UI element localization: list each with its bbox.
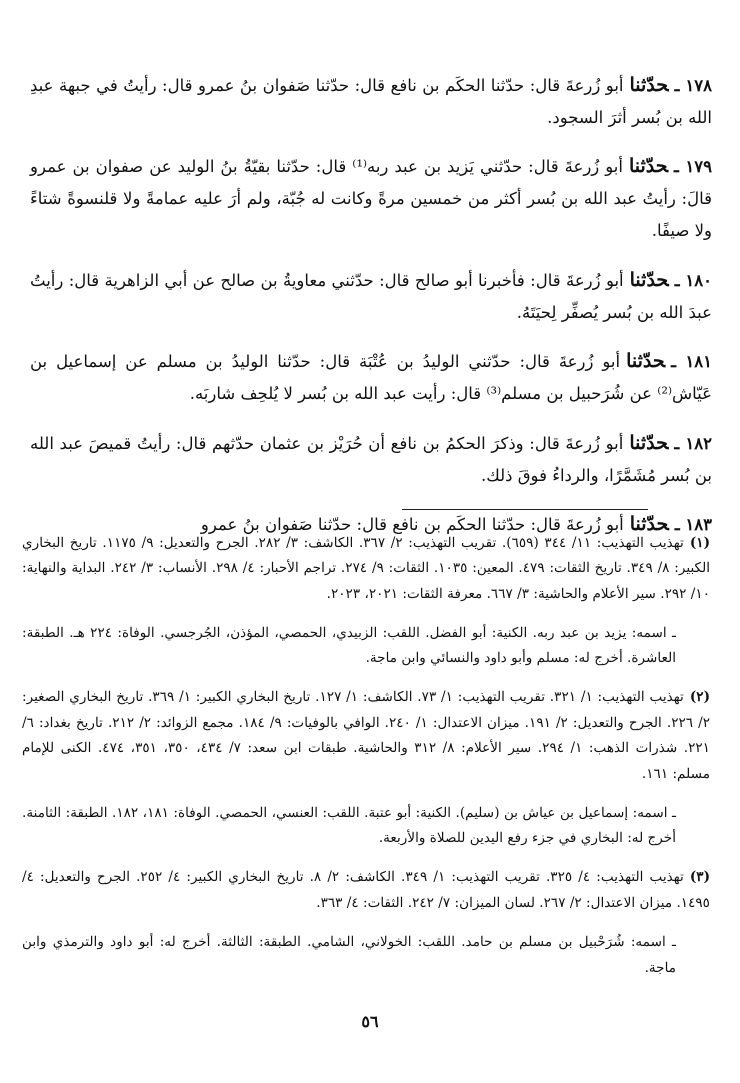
entry-text: أبو زُرعةَ قال: حدّثني الوليدُ بن عُتْبَة قال: حدّثنا الوليدُ بن مسلم عن إسماعيل بن عَيّاش⁽²⁾ عن شُرَحبيل بن مسلم⁽³⁾ قال: رأيت عبد الله بن بُسر لا يُلحِف شاربَه. (30, 352, 712, 403)
footnotes (22, 517, 710, 984)
entry-keyword: حدّثنا (629, 431, 669, 454)
page-number: ٥٦ (361, 1012, 379, 1031)
footnote-text: تهذيب التهذيب: ٤/ ٣٢٥. تقريب التهذيب: ١/ ٣٤٩. الكاشف: ٢/ ٨. تاريخ البخاري الكبير: ٤/ ٢٥٢. الجرح والتعديل: ٤/ ١٤٩٥. ميزان الاعتدال: ٢/ ٢٦٧. لسان الميزان: ٧/ ٢٤٢. الثقات: ٤/ ٣٦٣. (22, 869, 710, 911)
footnote-3 (22, 865, 710, 916)
footnote-text: تهذيب التهذيب: ١١/ ٣٤٤ (٦٥٩). تقريب التهذيب: ٢/ ٣٦٧. الكاشف: ٣/ ٢٨٢. الجرح والتعديل: ٩/ ١١٧٥. تاريخ البخاري الكبير: ٨/ ٣٤٩. تاريخ الثقات: ٤٧٩. المعين: ١٠٣٥. الثقات: ٩/ ٢٧٤. تراجم الأحبار: ٤/ ٢٩٨. الأنساب: ٣/ ٢٤٢. البداية والنهاية: ١٠/ ٢٩٢. سير الأعلام والحاشية: ٣/ ٦٦٧. معرفة الثقات: ٢٠٢١، ٢٠٢٣. (22, 534, 710, 602)
footnote-mark: (١) (689, 534, 711, 551)
hadith-entry-182 (30, 427, 712, 492)
entry-text: أبو زُرعةَ قال: حدّثني يَزيد بن عبد ربه⁽¹⁾ قال: حدّثنا بقيّةُ بنُ الوليد عن صفوان بن عمرو قالَ: رأيتُ عبد الله بن بُسر أكثر من خمسين مرةً وكانت له جُبّة، ولم أرَ عليه عمامةً ولا قلنسوةً شتاءً ولا صيفًا. (30, 157, 712, 240)
entry-keyword: حدّثنا (626, 350, 666, 372)
entry-text: أبو زُرعةَ قال: حدّثنا الحكَم بن نافع قال: حدّثنا صَفوان بنُ عمرو قال: رأيتُ في جبهة عبدِ الله بن بُسر أثرَ السجود. (30, 75, 712, 127)
entry-keyword: حدّثنا (629, 513, 669, 535)
footnote-2 (22, 685, 710, 787)
entry-number: ١٨٠ ـ (674, 270, 712, 290)
entry-text: أبو زُرعةَ قال: وذكرَ الحكمُ بن نافع أن حُرَيْز بن عثمان حدّثهم قال: رأيتُ قميصَ عبد الله بن بُسر مُشَمَّرًا، والرداءُ فوقَ ذلك. (30, 433, 712, 485)
entry-number: ١٧٨ ـ (674, 75, 712, 95)
footnote-3-bio: ـ اسمه: شُرَحْبيل بن مسلم بن حامد. اللقب: الخولاني، الشامي. الطبقة: الثالثة. أخرج له: أبو داود والترمذي وابن ماجة. (22, 934, 676, 976)
entry-number: ١٧٩ ـ (674, 157, 712, 176)
hadith-entry-178 (30, 69, 712, 134)
entry-number: ١٨١ ـ (671, 352, 712, 371)
footnote-1 (22, 531, 710, 608)
entry-keyword: حدّثنا (628, 155, 669, 177)
entry-number: ١٨٢ ـ (674, 433, 712, 453)
entry-text: أبو زُرعةَ قال: فأخبرنا أبو صالح قال: حدّثني معاويةُ بن صالح عن أبي الزاهرية قال: رأيتُ عبدَ الله بن بُسر يُصفِّر لِحيَتَهُ. (30, 270, 712, 322)
hadith-entry-181 (30, 345, 712, 410)
footnote-1-bio: ـ اسمه: يزيد بن عبد ربه. الكنية: أبو الفضل. اللقب: الزبيدي، الحمصي، المؤذن، الجُرجسي. الوفاة: ٢٢٤ هـ. الطبقة: العاشرة. أخرج له: مسلم وأبو داود والنسائي وابن ماجة. (22, 624, 677, 667)
footnote-mark: (٢) (689, 689, 711, 706)
footnote-2-bio: ـ اسمه: إسماعيل بن عياش بن (سليم). الكنية: أبو عتبة. اللقب: العنسي، الحمصي. الوفاة: ١٨١، ١٨٢. الطبقة: الثامنة. أخرج له: البخاري في جزء رفع اليدين للصلاة والأربعة. (22, 804, 676, 847)
footnote-divider (402, 509, 648, 510)
entry-keyword: حدّثنا (629, 73, 669, 96)
entry-keyword: حدّثنا (629, 268, 669, 291)
hadith-entry-180 (30, 264, 712, 329)
footnote-mark: (٣) (689, 869, 711, 886)
hadith-entries (30, 52, 712, 547)
entry-text: أبو زُرعةَ قال: حدّثنا الحكَم بن نافع قال: حدّثنا صَفوان بنُ عمرو (200, 515, 624, 534)
hadith-entry-179 (30, 150, 712, 247)
footnote-text: تهذيب التهذيب: ١/ ٣٢١. تقريب التهذيب: ١/ ٧٣. الكاشف: ١/ ١٢٧. تاريخ البخاري الكبير: ١/ ٣٦٩. تاريخ البخاري الصغير: ٢/ ٢٢٦. الجرح والتعديل: ٢/ ١٩١. ميزان الاعتدال: ١/ ٢٤٠. الوافي بالوفيات: ٩/ ١٨٤. مجمع الزوائد: ٢/ ٢١٢. تاريخ بغداد: ٦/ ٢٢١. شذرات الذهب: ١/ ٢٩٤. سير الأعلام: ٨/ ٣١٢ والحاشية. طبقات ابن سعد: ٧/ ٤٣٤، ٣٥٠، ٣٥١، ٤٧٤. الكنى للإمام مسلم: ١٦١. (22, 689, 711, 782)
entry-number: ١٨٣ ـ (674, 515, 712, 534)
